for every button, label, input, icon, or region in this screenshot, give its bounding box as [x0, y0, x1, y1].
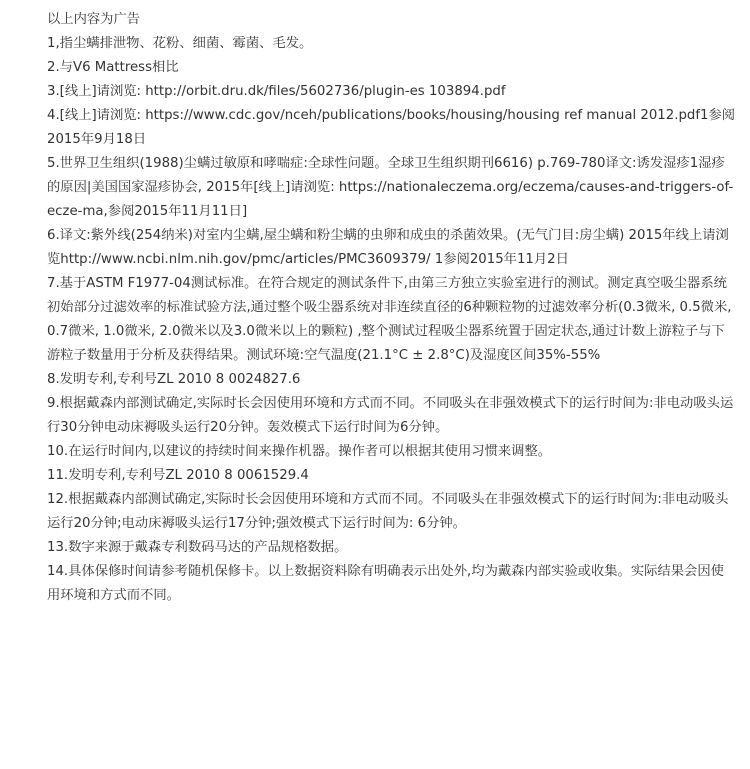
footnote-1: 1,指尘螨排泄物、花粉、细菌、霉菌、毛发。 [47, 36, 313, 51]
footnote-4: 4.[线上]请浏览: https://www.cdc.gov/nceh/publications/books/housing/housing ref manual 2012.pdf1参阅2015年9月18日 [47, 108, 736, 147]
footnote-9: 9.根据戴森内部测试确定,实际时长会因使用环境和方式而不同。不同吸头在非强效模式下的运行时间为:非电动吸头运行30分钟电动床褥吸头运行20分钟。轰效模式下运行时间为6分钟。 [47, 396, 734, 435]
footnote-5: 5.世界卫生组织(1988)尘螨过敏原和哮喘症:全球性问题。全球卫生组织期刊6616) p.769-780译文:诱发湿疹1湿疹的原因|美国国家湿疹协会, 2015年[线上]请浏览: https://nationaleczema.org/eczema/causes-and-triggers-of-ecze-ma,参阅2015年11月11日] [47, 156, 734, 219]
footnote-14: 14.具体保修时间请参考随机保修卡。以上数据资料除有明确表示出处外,均为戴森内部实验或收集。实际结果会因使用环境和方式而不同。 [47, 564, 724, 603]
footnote-8: 8.发明专利,专利号ZL 2010 8 0024827.6 [47, 372, 301, 387]
footnote-2: 2.与V6 Mattress相比 [47, 60, 179, 75]
footnote-12: 12.根据戴森内部测试确定,实际时长会因使用环境和方式而不同。不同吸头在非强效模式下的运行时间为:非电动吸头运行20分钟;电动床褥吸头运行17分钟;强效模式下运行时间为: 6分钟。 [47, 492, 729, 531]
footnote-11: 11.发明专利,专利号ZL 2010 8 0061529.4 [47, 468, 309, 483]
footnote-6: 6.译文:紫外线(254纳米)对室内尘螨,屋尘螨和粉尘螨的虫卵和成虫的杀菌效果。(无气门目:房尘螨) 2015年线上请浏览http://www.ncbi.nlm.nih.gov/pmc/articles/PMC3609379/ 1参阅2015年11月2日 [47, 228, 729, 267]
footnote-7: 7.基于ASTM F1977-04测试标准。在符合规定的测试条件下,由第三方独立实验室进行的测试。测定真空吸尘器系统初始部分过滤效率的标准试验方法,通过整个吸尘器系统对非连续直径的6种颗粒物的过滤效率分析(0.3微米, 0.5微米, 0.7微米, 1.0微米, 2.0微米以及3.0微米以上的颗粒) ,整个测试过程吸尘器系统置于固定状态,通过计数上游粒子与下游粒子数量用于分析及获得结果。测试环境:空气温度(21.1°C ± 2.8°C)及湿度区间35%-55% [47, 276, 732, 363]
ad-disclaimer-heading: 以上内容为广告 [47, 12, 141, 27]
footnote-13: 13.数字来源于戴森专利数码马达的产品规格数据。 [47, 540, 348, 555]
footnote-10: 10.在运行时间内,以建议的持续时间来操作机器。操作者可以根据其使用习惯来调整。 [47, 444, 552, 459]
footnotes-block [47, 8, 737, 608]
footnote-3: 3.[线上]请浏览: http://orbit.dru.dk/files/5602736/plugin-es 103894.pdf [47, 84, 506, 99]
